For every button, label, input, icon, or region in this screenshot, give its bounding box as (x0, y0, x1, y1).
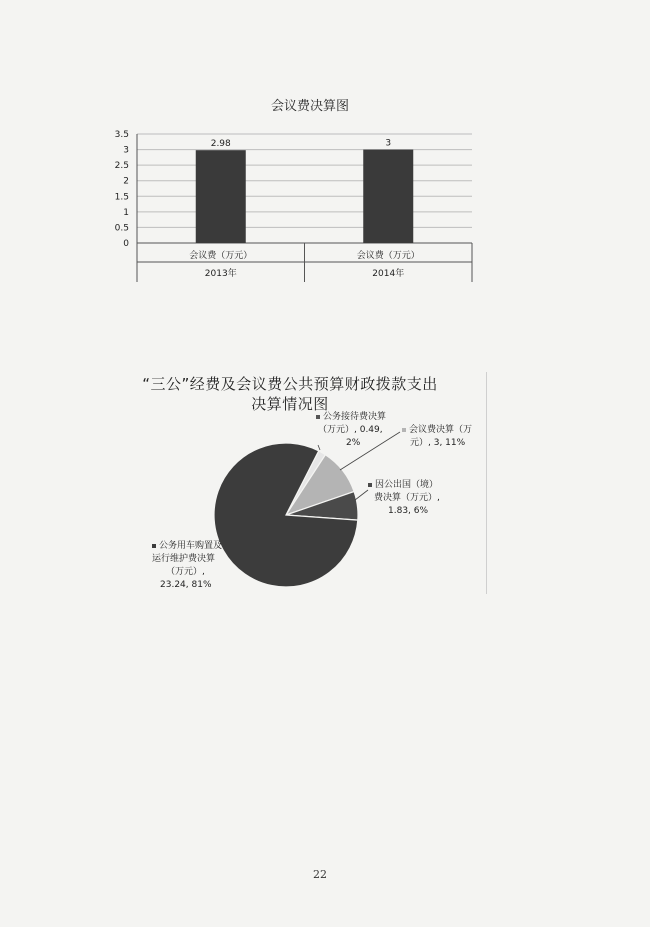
x-category-label: 会议费（万元） (356, 251, 420, 261)
bar-chart-title: 会议费决算图 (270, 99, 349, 114)
label-line: 元）, 3, 11% (410, 438, 466, 448)
leader-line (355, 490, 368, 500)
label-line: 会议费决算（万 (409, 425, 473, 435)
label-line: 费决算（万元）, (374, 493, 440, 503)
pie-label-meeting (402, 424, 492, 450)
pie-label-abroad (368, 479, 468, 518)
y-tick-label: 2 (123, 176, 129, 187)
label-line: 23.24, 81% (160, 580, 212, 590)
x-category-label: 会议费（万元） (189, 251, 253, 261)
x-group-label: 2013年 (204, 269, 237, 279)
y-tick-label: 3 (123, 145, 129, 156)
pie-label-reception (316, 411, 406, 450)
legend-swatch-vehicle (152, 544, 156, 548)
legend-swatch-abroad (368, 483, 372, 487)
y-tick-label: 1 (123, 207, 129, 218)
bar-data-label: 2.98 (210, 139, 231, 150)
y-tick-label: 0 (123, 239, 129, 249)
x-group-label: 2014年 (372, 269, 405, 279)
legend-swatch-meeting (402, 428, 406, 432)
pie-chart-title-line-1: “三公”经费及会议费公共预算财政拨款支出 (142, 375, 438, 393)
label-line: 2% (346, 438, 361, 448)
label-line: 公务用车购置及 (159, 541, 223, 551)
label-line: （万元）, (166, 567, 205, 577)
label-line: 运行维护费决算 (152, 554, 216, 564)
y-tick-label: 0.5 (114, 223, 129, 234)
y-tick-label: 1.5 (114, 192, 129, 203)
pie-chart-title-line-2: 决算情况图 (251, 395, 329, 413)
y-tick-label: 2.5 (114, 161, 129, 172)
y-tick-label: 3.5 (114, 130, 129, 140)
pie-label-vehicle (152, 540, 252, 592)
label-line: 1.83, 6% (388, 506, 429, 516)
legend-swatch-reception (316, 415, 320, 419)
label-line: （万元）, 0.49, (318, 425, 383, 435)
bar-data-label: 3 (385, 138, 392, 149)
label-line: 公务接待费决算 (323, 412, 387, 422)
page-number: 22 (313, 868, 327, 881)
label-line: 因公出国（境） (375, 480, 439, 490)
